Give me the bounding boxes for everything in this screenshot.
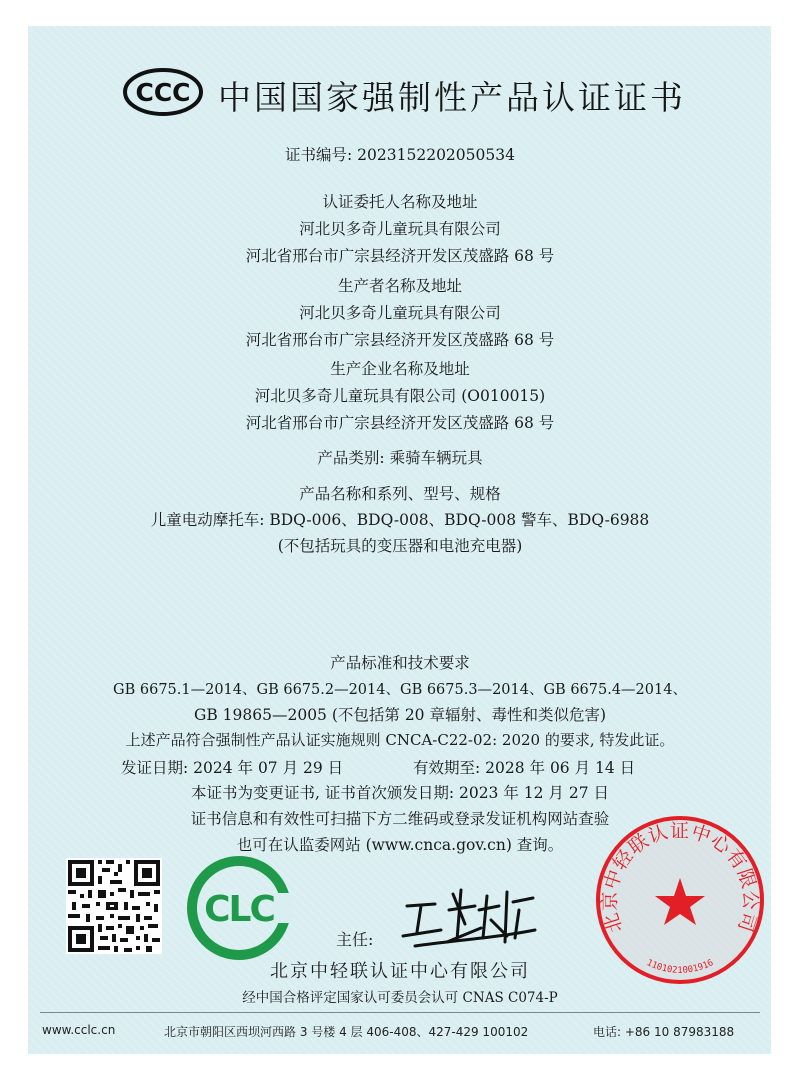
standards-label: 产品标准和技术要求 bbox=[330, 654, 470, 672]
standards-line-1: GB 6675.1—2014、GB 6675.2—2014、GB 6675.3—2014、GB 6675.4—2014、 bbox=[113, 682, 687, 698]
issue-date: 发证日期: 2024 年 07 月 29 日 bbox=[121, 759, 344, 777]
applicant-address: 河北省邢台市广宗县经济开发区茂盛路 68 号 bbox=[245, 247, 555, 265]
valid-until: 有效期至: 2028 年 06 月 14 日 bbox=[413, 759, 636, 777]
director-label: 主任: bbox=[336, 930, 374, 949]
seal-text: 北京中轻联认证中心有限公司 bbox=[598, 819, 762, 936]
official-seal bbox=[592, 812, 768, 988]
product-exclusion: (不包括玩具的变压器和电池充电器) bbox=[277, 537, 523, 555]
applicant-name: 河北贝多奇儿童玩具有限公司 bbox=[299, 220, 501, 238]
director-signature bbox=[395, 880, 545, 960]
issuer-name: 北京中轻联认证中心有限公司 bbox=[270, 961, 530, 982]
clc-logo-text: CLC bbox=[204, 889, 274, 930]
standards-line-2: GB 19865—2005 (不包括第 20 章辐射、毒性和类似危害) bbox=[193, 706, 607, 724]
verify-note-1: 证书信息和有效性可扫描下方二维码或登录发证机构网站查验 bbox=[190, 810, 610, 828]
footer-divider bbox=[40, 1012, 760, 1013]
factory-name: 河北贝多奇儿童玩具有限公司 (O010015) bbox=[254, 387, 546, 405]
ccc-logo-text: CCC bbox=[135, 78, 191, 107]
product-category: 产品类别: 乘骑车辆玩具 bbox=[317, 449, 483, 467]
applicant-label: 认证委托人名称及地址 bbox=[322, 193, 478, 211]
product-label: 产品名称和系列、型号、规格 bbox=[299, 485, 501, 503]
certificate-title: 中国国家强制性产品认证证书 bbox=[218, 78, 686, 117]
footer-address: 北京市朝阳区西坝河西路 3 号楼 4 层 406-408、427-429 100102 bbox=[164, 1025, 529, 1039]
verify-note-2: 也可在认监委网站 (www.cnca.gov.cn) 查询。 bbox=[236, 836, 564, 854]
ccc-logo bbox=[122, 66, 204, 118]
conformity-statement: 上述产品符合强制性产品认证实施规则 CNCA-C22-02: 2020 的要求, 特发此证。 bbox=[125, 731, 675, 749]
accreditation-line: 经中国合格评定国家认可委员会认可 CNAS C074-P bbox=[242, 990, 558, 1006]
clc-logo bbox=[186, 855, 292, 961]
product-models: 儿童电动摩托车: BDQ-006、BDQ-008、BDQ-008 警车、BDQ-6988 bbox=[150, 511, 650, 529]
change-note: 本证书为变更证书, 证书首次颁发日期: 2023 年 12 月 27 日 bbox=[190, 784, 610, 802]
footer-website[interactable]: www.cclc.cn bbox=[42, 1023, 116, 1037]
manufacturer-address: 河北省邢台市广宗县经济开发区茂盛路 68 号 bbox=[245, 331, 555, 349]
manufacturer-label: 生产者名称及地址 bbox=[337, 277, 462, 295]
footer-phone: 电话: +86 10 87983188 bbox=[593, 1025, 735, 1039]
factory-label: 生产企业名称及地址 bbox=[330, 360, 470, 378]
factory-address: 河北省邢台市广宗县经济开发区茂盛路 68 号 bbox=[245, 414, 555, 432]
seal-number: 1101021001916 bbox=[644, 958, 716, 976]
manufacturer-name: 河北贝多奇儿童玩具有限公司 bbox=[299, 304, 501, 322]
certificate-number: 证书编号: 2023152202050534 bbox=[285, 146, 515, 164]
qr-code[interactable] bbox=[66, 858, 162, 954]
